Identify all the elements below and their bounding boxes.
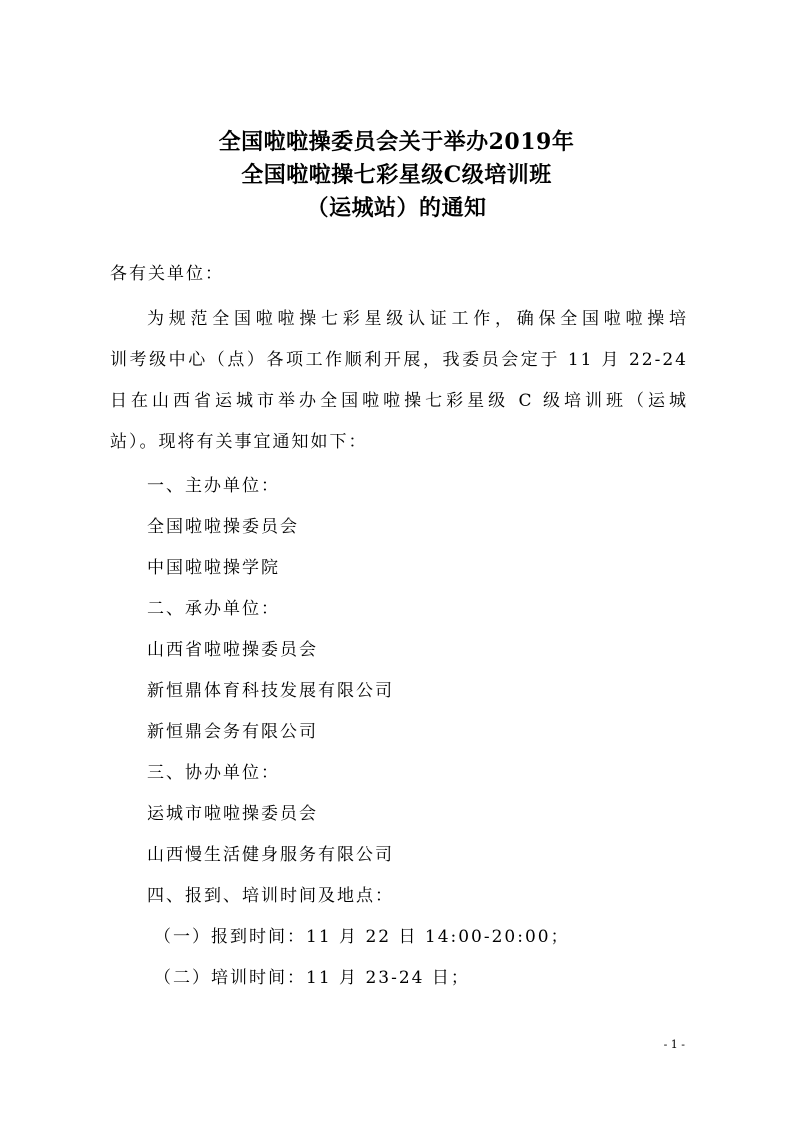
title-line-1: 全国啦啦操委员会关于举办2019年 [218, 129, 575, 155]
schedule-item: （二）培训时间：11 月 23-24 日； [154, 968, 470, 988]
co-organizer-item: 运城市啦啦操委员会 [147, 804, 318, 824]
schedule-item: （一）报到时间：11 月 22 日 14:00-20:00； [154, 927, 570, 947]
host-item: 全国啦啦操委员会 [147, 517, 299, 537]
title-line-2: 全国啦啦操七彩星级C级培训班 [241, 162, 552, 188]
section-heading-organizer: 二、承办单位： [147, 599, 280, 619]
intro-line-3: 日在山西省运城市举办全国啦啦操七彩星级 C 级培训班（运城 [110, 391, 688, 411]
organizer-item: 新恒鼎体育科技发展有限公司 [147, 681, 394, 701]
co-organizer-item: 山西慢生活健身服务有限公司 [147, 845, 394, 865]
intro-line-4: 站）。现将有关事宜通知如下： [110, 432, 368, 452]
section-heading-co-organizer: 三、协办单位： [147, 763, 280, 783]
organizer-item: 山西省啦啦操委员会 [147, 640, 318, 660]
title-line-3: （运城站）的通知 [306, 195, 487, 221]
intro-line-2: 训考级中心（点）各项工作顺利开展，我委员会定于 11 月 22-24 [110, 350, 688, 370]
host-item: 中国啦啦操学院 [147, 558, 280, 578]
document-title [0, 126, 793, 225]
intro-line-1: 为规范全国啦啦操七彩星级认证工作，确保全国啦啦操培 [147, 309, 688, 329]
salutation: 各有关单位： [110, 264, 224, 284]
section-heading-schedule: 四、报到、培训时间及地点： [147, 886, 394, 906]
section-heading-host: 一、主办单位： [147, 476, 280, 496]
page-number: - 1 - [663, 1038, 685, 1051]
organizer-item: 新恒鼎会务有限公司 [147, 722, 318, 742]
